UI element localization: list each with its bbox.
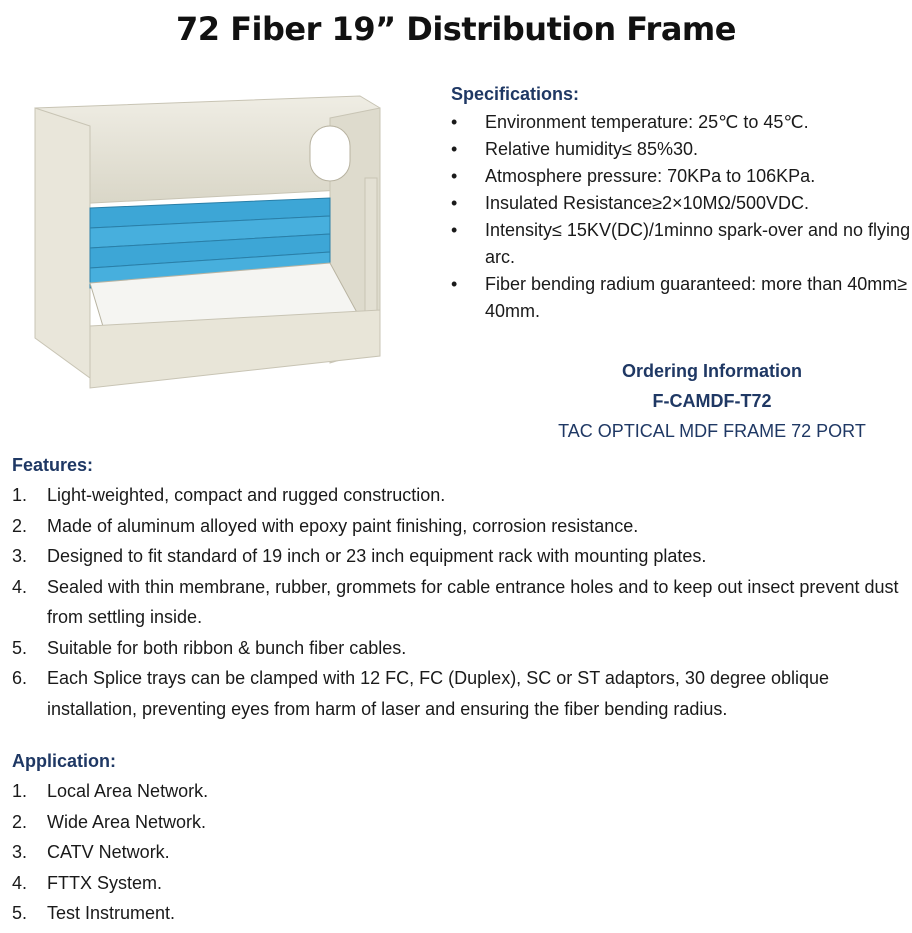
ordering-code: F-CAMDF-T72: [652, 391, 772, 411]
list-item: 3. Designed to fit standard of 19 inch or 23 inch equipment rack with mounting plates.: [12, 546, 707, 566]
list-item: 5. Test Instrument.: [12, 903, 176, 923]
list-item: • Atmosphere pressure: 70KPa to 106KPa.: [451, 163, 911, 190]
application-list: [12, 776, 907, 929]
list-item: 2. Wide Area Network.: [12, 811, 207, 832]
bullet-icon: •: [451, 193, 458, 213]
list-item: 1. Light-weighted, compact and rugged construction.: [12, 485, 446, 505]
list-item: • Intensity≤ 15KV(DC)/1minno spark-over and no flying arc.: [451, 217, 911, 271]
list-item: • Environment temperature: 25℃ to 45℃.: [451, 109, 911, 136]
ordering-description: TAC OPTICAL MDF FRAME 72 PORT: [558, 421, 866, 441]
list-item: 4. Sealed with thin membrane, rubber, grommets for cable entrance holes and to keep out insect prevent dust from settling inside.: [12, 576, 899, 627]
ordering-information: [512, 356, 912, 446]
features-heading: Features:: [12, 455, 94, 475]
bullet-icon: •: [451, 220, 458, 240]
list-item: • Insulated Resistance≥2×10MΩ/500VDC.: [451, 190, 911, 217]
bullet-icon: •: [451, 166, 458, 186]
list-item: 1. Local Area Network.: [12, 781, 209, 801]
list-item: 3. CATV Network.: [12, 842, 170, 862]
list-item: • Fiber bending radium guaranteed: more than 40mm≥ 40mm.: [451, 271, 911, 325]
list-item: 6. Each Splice trays can be clamped with 12 FC, FC (Duplex), SC or ST adaptors, 30 degree oblique installation, preventing eyes from harm of laser and ensuring the fiber bending radius.: [12, 668, 830, 719]
distribution-frame-photo: [30, 88, 404, 400]
bullet-icon: •: [451, 139, 458, 159]
list-item: 5. Suitable for both ribbon & bunch fiber cables.: [12, 637, 407, 658]
ordering-heading: Ordering Information: [622, 361, 802, 381]
list-item: • Relative humidity≤ 85%30.: [451, 136, 911, 163]
list-item: 2. Made of aluminum alloyed with epoxy paint finishing, corrosion resistance.: [12, 515, 639, 536]
bullet-icon: •: [451, 274, 458, 294]
specifications-heading: Specifications:: [451, 84, 580, 104]
page-title: 72 Fiber 19” Distribution Frame: [176, 10, 736, 48]
specifications-section: [451, 84, 911, 325]
specifications-list: [451, 109, 911, 325]
application-heading: Application:: [12, 751, 116, 771]
application-section: [12, 751, 907, 929]
features-section: [12, 455, 907, 724]
features-list: [12, 480, 907, 724]
list-item: 4. FTTX System.: [12, 872, 163, 893]
bullet-icon: •: [451, 112, 458, 132]
